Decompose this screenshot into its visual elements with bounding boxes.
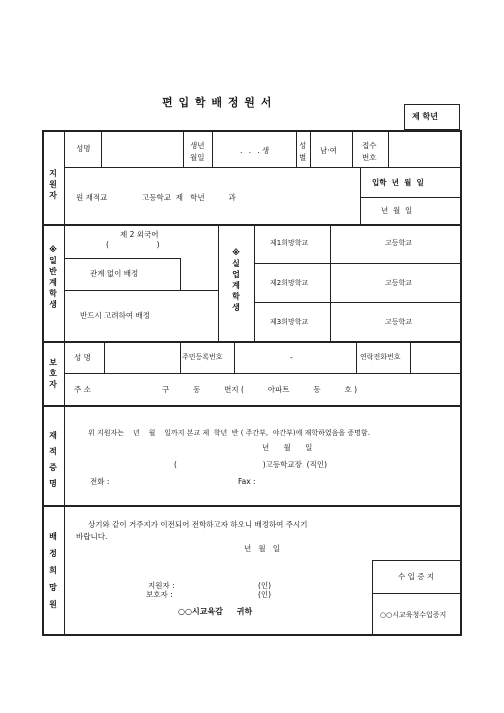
gender-value[interactable]: 남·여: [320, 146, 337, 155]
line: [360, 167, 361, 224]
stamp-value: ○○시교육청수입증지: [380, 611, 447, 619]
applicant-section-label: 지원자: [49, 169, 57, 200]
enrollment-phone-label[interactable]: 전화 :: [90, 477, 110, 486]
line: [360, 167, 462, 168]
guardian-phone-label: 연락전화번호: [360, 353, 401, 361]
line: [254, 224, 255, 341]
line: [360, 197, 462, 198]
enrollment-principal[interactable]: ( )고등학교장 (직인): [174, 460, 328, 469]
guardian-id-value[interactable]: -: [290, 353, 293, 362]
request-text-1: 상기와 같이 거주지가 이전되어 전학하고자 하오니 배정하여 주시기: [88, 520, 308, 529]
school-value[interactable]: 고등학교 제 학년 과: [142, 193, 236, 202]
line: [372, 593, 462, 594]
line: [64, 290, 218, 291]
line: [183, 130, 184, 167]
applicant-name-label: 성명: [76, 144, 91, 153]
foreign-language-input[interactable]: ( ): [106, 240, 160, 249]
guardian-sign-label: 보호자 :: [146, 590, 173, 599]
line: [180, 341, 181, 373]
choice-2-value[interactable]: 고등학교: [385, 279, 413, 287]
stamp-label: 수 입 증 지: [398, 572, 435, 581]
birth-label: 생년월일: [190, 141, 205, 162]
line: [310, 130, 311, 167]
guardian-name-label: 성 명: [74, 353, 91, 362]
line: [254, 263, 462, 264]
enrollment-date[interactable]: 년 월 일: [262, 443, 313, 452]
choice-3-value[interactable]: 고등학교: [385, 318, 413, 326]
guardian-id-label: 주민등록번호: [182, 353, 223, 361]
choice-2-label: 제2희망학교: [270, 279, 309, 287]
line: [42, 224, 462, 226]
line: [234, 341, 235, 373]
line: [356, 341, 357, 373]
general-section-label: ※ 일반계학생: [49, 245, 57, 309]
line: [64, 258, 180, 259]
line: [254, 302, 462, 303]
admission-date-value[interactable]: 년 월 일: [381, 206, 413, 215]
birth-value[interactable]: . . .생: [240, 146, 272, 155]
line: [42, 405, 462, 407]
grade-box-label: 제 학년: [412, 112, 438, 121]
school-label: 원 재적교: [76, 193, 108, 202]
enrollment-line-1: 위 지원자는 년 월 일까지 본교 제 학년 반 ( 주간부, 야간부)에 재학하였음을 증명함.: [88, 429, 370, 437]
foreign-language-label: 제 2 외국어: [120, 230, 159, 239]
applicant-seal[interactable]: (인): [258, 581, 272, 590]
guardian-name-input[interactable]: [105, 342, 179, 372]
choice-1-value[interactable]: 고등학교: [385, 239, 413, 247]
form-title: 편 입 학 배 정 원 서: [162, 96, 273, 109]
line: [64, 167, 360, 168]
recipient: ○○시교육감 귀하: [178, 607, 253, 616]
request-text-2: 바랍니다.: [76, 532, 108, 541]
applicant-name-input[interactable]: [102, 131, 182, 166]
guardian-seal[interactable]: (인): [258, 590, 272, 599]
line: [372, 560, 462, 561]
guardian-section-label: 보호자: [49, 358, 57, 389]
option-consider[interactable]: 반드시 고려하여 배정: [80, 311, 150, 320]
guardian-address-value[interactable]: 구 동 번지 ( 아파트 동 호 ): [162, 385, 358, 394]
line: [330, 224, 331, 341]
line: [64, 130, 65, 636]
line: [352, 130, 353, 167]
admission-date-label: 입학 년 월 일: [372, 178, 424, 187]
receipt-input[interactable]: [389, 131, 461, 166]
guardian-address-label: 주 소: [74, 385, 91, 394]
line: [218, 224, 219, 341]
receipt-label: 접수번호: [362, 141, 377, 162]
request-date[interactable]: 년 월 일: [244, 544, 281, 553]
request-section-label: 배정희망원: [49, 532, 57, 609]
option-any[interactable]: 관계 없이 배정: [90, 269, 139, 278]
line: [42, 505, 462, 507]
enrollment-fax-label[interactable]: Fax :: [238, 477, 256, 486]
choice-1-label: 제1희망학교: [270, 239, 309, 247]
line: [180, 258, 181, 290]
line: [372, 560, 373, 636]
enrollment-section-label: 재적증명: [49, 431, 57, 488]
choice-3-label: 제3희망학교: [270, 318, 309, 326]
gender-label: 성별: [299, 141, 307, 162]
line: [296, 130, 297, 167]
applicant-sign-label: 지원자 :: [148, 581, 175, 590]
line: [212, 130, 213, 167]
vocational-section-label: ※ 실업계학생: [232, 248, 240, 312]
line: [64, 373, 462, 374]
guardian-phone-input[interactable]: [411, 342, 461, 372]
